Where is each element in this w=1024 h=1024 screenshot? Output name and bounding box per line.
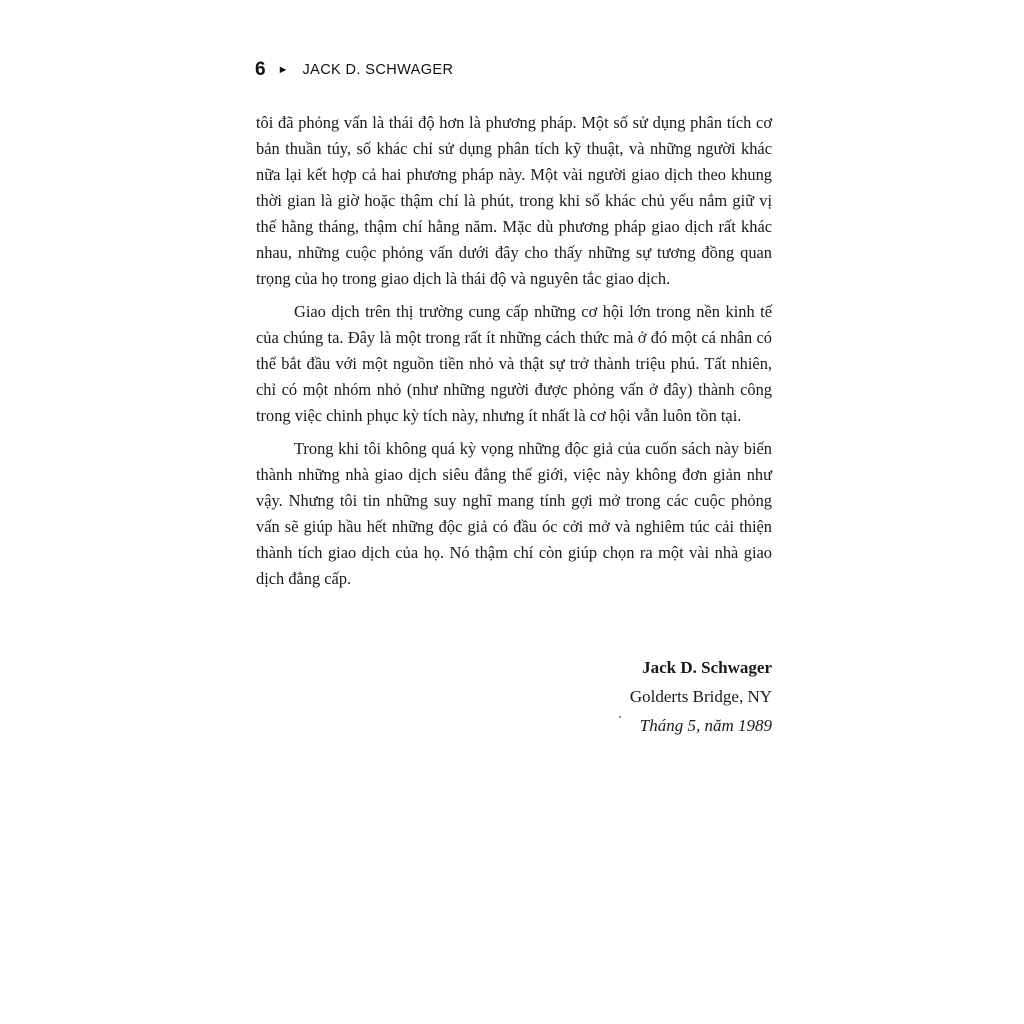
running-header <box>255 58 453 82</box>
signature-date: Tháng 5, năm 1989 <box>639 716 772 735</box>
ink-speck <box>619 716 621 718</box>
page-number: 6 <box>255 59 266 80</box>
paragraph-2: Giao dịch trên thị trường cung cấp những cơ hội lớn trong nền kinh tế của chúng ta. Đây là một trong rất ít những cách thức mà ở đó một cá nhân có thể bắt đầu với một nguồn tiền nhỏ và thật sự trở thành triệu phú. Tất nhiên, chỉ có một nhóm nhỏ (như những người được phỏng vấn ở đây) thành công trong việc chinh phục kỳ tích này, nhưng ít nhất là cơ hội vẫn luôn tồn tại. <box>256 302 772 425</box>
body-text <box>256 110 772 592</box>
signature-block <box>630 654 772 740</box>
paragraph-3: Trong khi tôi không quá kỳ vọng những độc giả của cuốn sách này biến thành những nhà giao dịch siêu đẳng thế giới, việc này không đơn giản như vậy. Nhưng tôi tin những suy nghĩ mang tính gợi mở trong các cuộc phỏng vấn sẽ giúp hầu hết những độc giả có đầu óc cởi mở và nghiêm túc cải thiện thành tích giao dịch của họ. Nó thậm chí còn giúp chọn ra một vài nhà giao dịch đẳng cấp. <box>256 439 772 588</box>
signature-name: Jack D. Schwager <box>642 658 772 677</box>
arrow-icon: ► <box>277 64 289 76</box>
paragraph-1: tôi đã phỏng vấn là thái độ hơn là phương pháp. Một số sử dụng phân tích cơ bản thuần túy, số khác chỉ sử dụng phân tích kỹ thuật, và những người khác nữa lại kết hợp cả hai phương pháp này. Một vài người giao dịch theo khung thời gian là giờ hoặc thậm chí là phút, trong khi số khác chủ yếu nắm giữ vị thế hằng tháng, thậm chí hằng năm. Mặc dù phương pháp giao dịch rất khác nhau, những cuộc phỏng vấn dưới đây cho thấy những sự tương đồng quan trọng của họ trong giao dịch là thái độ và nguyên tắc giao dịch. <box>256 113 772 288</box>
running-header-author: JACK D. SCHWAGER <box>302 62 454 78</box>
signature-place: Golderts Bridge, NY <box>629 687 772 706</box>
